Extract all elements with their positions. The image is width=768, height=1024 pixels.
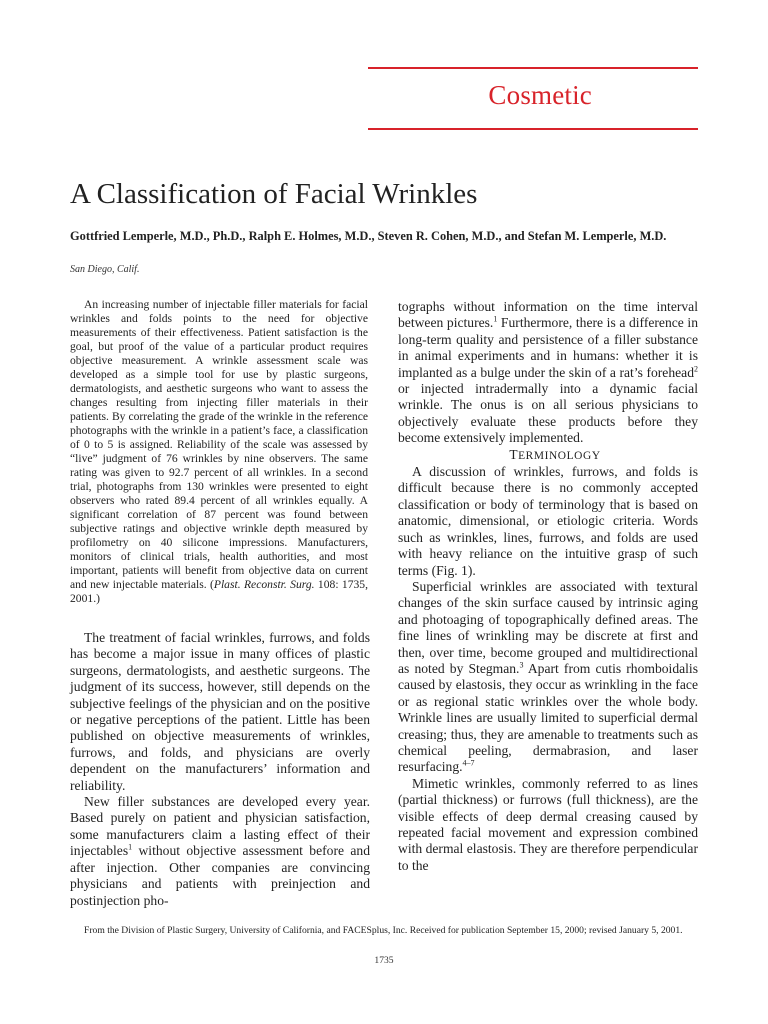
abstract-citation: (Plast. Reconstr. Surg. 108: 1735, 2001.) <box>70 578 368 605</box>
abstract-text: An increasing number of injectable filler materials for facial wrinkles and folds points to the need for objective measurements of their effectiveness. Patient satisfaction is the goal, but proof of the value of a particular product requires objective measurement. A wrinkle assessment scale was developed as a simple tool for use by plastic surgeons, dermatologists, and aesthetic surgeons who want to assess the changes resulting from injecting filler materials in their patients. By correlating the grade of the wrinkle in the reference photographs with the wrinkle in a patient’s face, a classification of 0 to 5 is assigned. Reliability of the scale was assessed by “live” judgment of 76 wrinkles by nine observers. The same rating was given to 92.7 percent of all wrinkles. In a second trial, photographs from 130 wrinkles were presented to eight observers who rated 89.4 percent of all wrinkles equally. A significant correlation of 87 percent was found between subjective ratings and objective wrinkle depth measured by profilometry on 40 silicone impressions. Manufacturers, monitors of clinical trials, health authorities, and most important, patients will benefit from objective data on current and new injectable materials. <box>70 298 368 591</box>
header-bottom-rule <box>368 128 698 130</box>
body-paragraph: New filler substances are developed every year. Based purely on patient and physician satisfaction, some manufacturers claim a lasting effect of their injectables$^1$ without objective assessment before and after injection. Other companies are convincing physicians and patients with preinjection and postinjection pho- <box>70 794 370 908</box>
header-top-rule <box>368 67 698 69</box>
affiliation: San Diego, Calif. <box>70 264 140 275</box>
page-number: 1735 <box>374 955 394 966</box>
citation-journal: Plast. Reconstr. Surg. <box>213 578 315 591</box>
reference-marker: 3 <box>519 660 524 670</box>
body-paragraph: A discussion of wrinkles, furrows, and folds is difficult because there is no commonly accepted classification or body of terminology that is based on anatomic, dimensional, or etiologic criteria. Words such as wrinkles, lines, furrows, and folds are used with heavy reliance on the intuitive grasp of such terms (Fig. 1). <box>398 464 698 578</box>
article-title: A Classification of Facial Wrinkles <box>70 178 478 210</box>
body-paragraph: Mimetic wrinkles, commonly referred to as lines (partial thickness) or furrows (full thickness), are the visible effects of deep dermal creasing caused by repeated facial movement and expression combined with dermal elastosis. They are therefore perpendicular to the <box>398 775 698 873</box>
body-paragraph: The treatment of facial wrinkles, furrows, and folds has become a major issue in many offices of plastic surgeons, dermatologists, and aesthetic surgeons. The judgment of its success, however, still depends on the subjective feelings of the physician and on the positive or negative perceptions of the patient. Little has been published on objective measurements of wrinkles, furrows, and folds, and physicians are overly dependent on the manufacturers’ information and reliability. <box>70 630 370 793</box>
reference-marker: 1 <box>493 314 498 324</box>
reference-marker: 2 <box>694 364 698 374</box>
section-heading: TERMINOLOGY <box>509 446 601 462</box>
body-column-right <box>398 299 698 874</box>
body-paragraph: tographs without information on the time interval between pictures.$^1$ Furthermore, there is a difference in long-term quality and persistence of a filler substance in animal experiments and in humans: whether it is implanted as a bulge under the skin of a rat’s forehead$^2$ or injected intradermally into a dynamic facial wrinkle. The onus is on all serious physicians to objectively evaluate these products before they become extensively implemented. <box>398 299 698 446</box>
author-list: Gottfried Lemperle, M.D., Ph.D., Ralph E. Holmes, M.D., Steven R. Cohen, M.D., and Stefan M. Lemperle, M.D. <box>70 229 667 243</box>
body-paragraph: Superficial wrinkles are associated with textural changes of the skin surface caused by intrinsic aging and photoaging of topographically defined areas. The fine lines of wrinkling may be discrete at first and then, over time, become grouped and multidirectional as noted by Stegman.$^3$ Apart from cutis rhomboidalis caused by elastosis, they occur as wrinkling in the face or as regional static wrinkles over the whole body. Wrinkle lines are usually limited to superficial dermal creasing; thus, they are amenable to treatments such as chemical peeling, dermabrasion, and laser resurfacing.$^{4-7}$ <box>398 578 698 775</box>
footnote: From the Division of Plastic Surgery, University of California, and FACESplus, Inc. Received for publication September 15, 2000; revised January 5, 2001. <box>84 925 683 936</box>
reference-marker: 1 <box>128 842 133 852</box>
body-column-left <box>70 630 370 909</box>
citation-details: 108: 1735, 2001.) <box>70 578 368 605</box>
abstract <box>70 298 368 606</box>
reference-marker: 4–7 <box>462 758 475 768</box>
section-label: Cosmetic <box>488 80 592 110</box>
